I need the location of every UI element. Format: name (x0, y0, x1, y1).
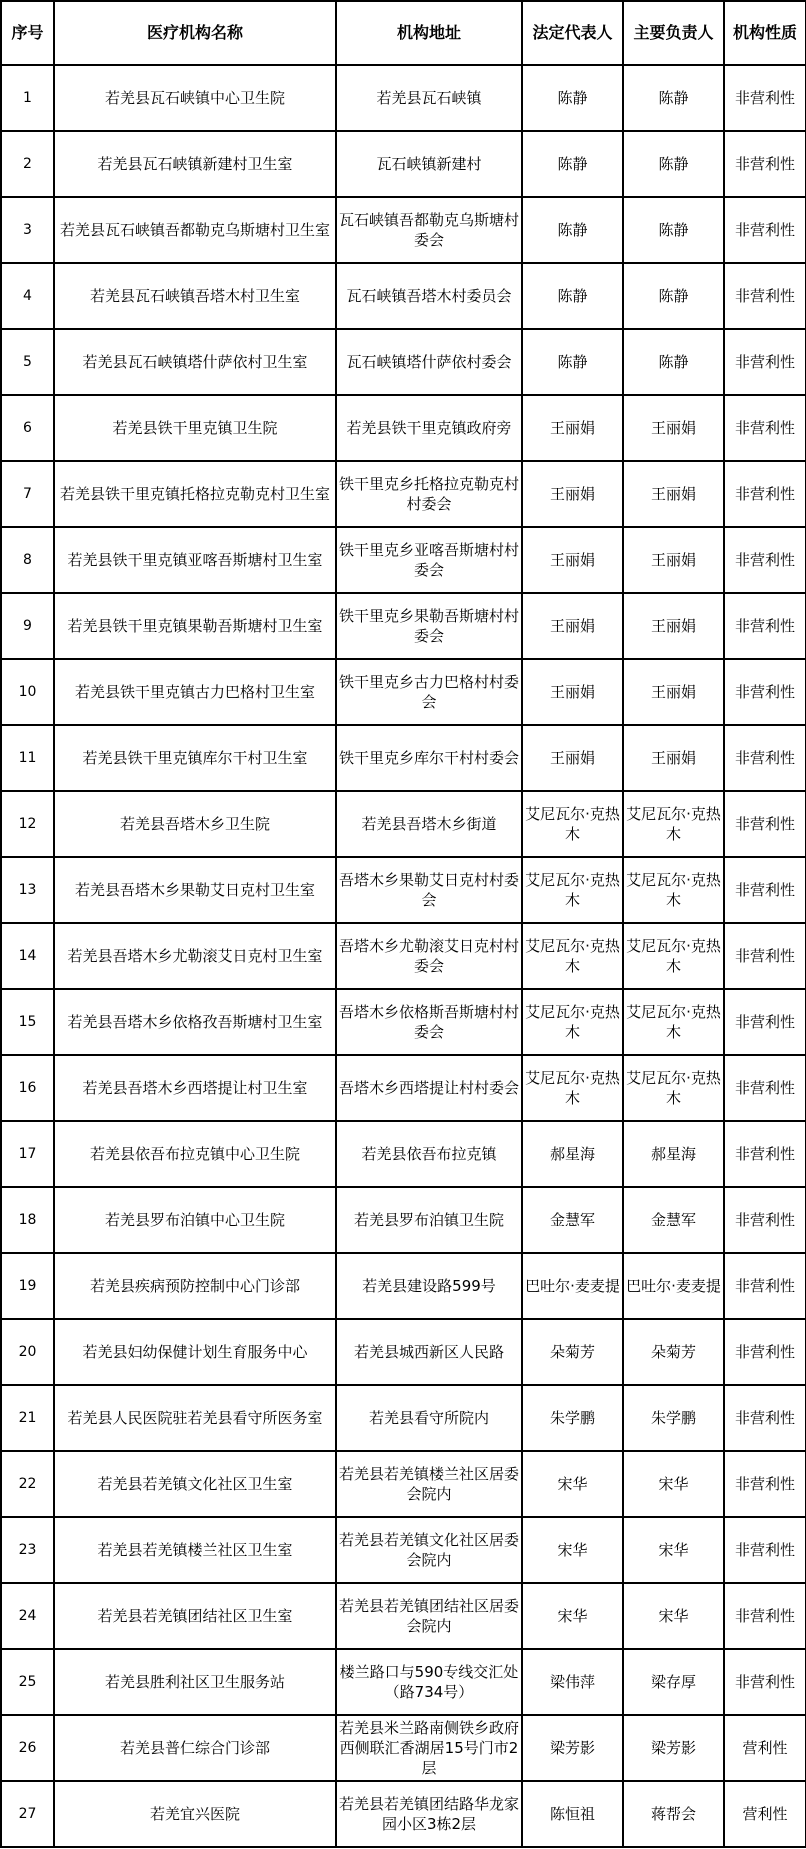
cell-principal: 陈静 (623, 329, 724, 395)
cell-index: 10 (1, 659, 54, 725)
cell-index: 25 (1, 1649, 54, 1715)
cell-legal-representative: 梁伟萍 (522, 1649, 623, 1715)
table-row (1, 1121, 806, 1187)
cell-nature: 非营利性 (724, 1385, 806, 1451)
cell-principal: 王丽娟 (623, 593, 724, 659)
cell-principal: 陈静 (623, 65, 724, 131)
cell-address: 瓦石峡镇吾塔木村委员会 (336, 263, 522, 329)
cell-address: 若羌县若羌镇团结路华龙家园小区3栋2层 (336, 1781, 522, 1847)
cell-index: 13 (1, 857, 54, 923)
cell-index: 4 (1, 263, 54, 329)
table-row (1, 1055, 806, 1121)
cell-principal: 王丽娟 (623, 725, 724, 791)
cell-address: 若羌县若羌镇楼兰社区居委会院内 (336, 1451, 522, 1517)
cell-institution-name: 若羌县若羌镇团结社区卫生室 (54, 1583, 336, 1649)
cell-nature: 营利性 (724, 1715, 806, 1781)
cell-legal-representative: 王丽娟 (522, 527, 623, 593)
cell-nature: 非营利性 (724, 263, 806, 329)
cell-principal: 梁存厚 (623, 1649, 724, 1715)
cell-institution-name: 若羌县吾塔木乡依格孜吾斯塘村卫生室 (54, 989, 336, 1055)
cell-principal: 王丽娟 (623, 659, 724, 725)
cell-principal: 艾尼瓦尔·克热木 (623, 1055, 724, 1121)
cell-index: 20 (1, 1319, 54, 1385)
table-body (1, 65, 806, 1847)
table-row (1, 1187, 806, 1253)
table-row (1, 1781, 806, 1847)
cell-legal-representative: 宋华 (522, 1517, 623, 1583)
cell-index: 16 (1, 1055, 54, 1121)
cell-principal: 王丽娟 (623, 527, 724, 593)
cell-index: 11 (1, 725, 54, 791)
cell-legal-representative: 巴吐尔·麦麦提 (522, 1253, 623, 1319)
cell-nature: 非营利性 (724, 791, 806, 857)
table-row (1, 1649, 806, 1715)
table-row (1, 1715, 806, 1781)
cell-institution-name: 若羌县吾塔木乡尤勒滚艾日克村卫生室 (54, 923, 336, 989)
cell-address: 若羌县吾塔木乡街道 (336, 791, 522, 857)
cell-legal-representative: 陈静 (522, 197, 623, 263)
cell-institution-name: 若羌县胜利社区卫生服务站 (54, 1649, 336, 1715)
cell-legal-representative: 艾尼瓦尔·克热木 (522, 791, 623, 857)
cell-address: 铁干里克乡古力巴格村村委会 (336, 659, 522, 725)
cell-institution-name: 若羌县疾病预防控制中心门诊部 (54, 1253, 336, 1319)
cell-index: 3 (1, 197, 54, 263)
cell-address: 铁干里克乡库尔干村村委会 (336, 725, 522, 791)
cell-principal: 蒋帮会 (623, 1781, 724, 1847)
cell-institution-name: 若羌县铁干里克镇托格拉克勒克村卫生室 (54, 461, 336, 527)
cell-principal: 艾尼瓦尔·克热木 (623, 857, 724, 923)
cell-institution-name: 若羌县铁干里克镇果勒吾斯塘村卫生室 (54, 593, 336, 659)
table-row (1, 395, 806, 461)
cell-institution-name: 若羌县瓦石峡镇吾都勒克乌斯塘村卫生室 (54, 197, 336, 263)
cell-index: 8 (1, 527, 54, 593)
cell-address: 楼兰路口与590专线交汇处（路734号） (336, 1649, 522, 1715)
cell-institution-name: 若羌县铁干里克镇库尔干村卫生室 (54, 725, 336, 791)
cell-legal-representative: 陈静 (522, 131, 623, 197)
cell-index: 6 (1, 395, 54, 461)
table-row (1, 527, 806, 593)
cell-legal-representative: 陈静 (522, 263, 623, 329)
cell-index: 26 (1, 1715, 54, 1781)
cell-principal: 王丽娟 (623, 395, 724, 461)
cell-index: 14 (1, 923, 54, 989)
table-row (1, 1385, 806, 1451)
cell-principal: 艾尼瓦尔·克热木 (623, 989, 724, 1055)
cell-principal: 陈静 (623, 197, 724, 263)
cell-address: 铁干里克乡托格拉克勒克村村委会 (336, 461, 522, 527)
cell-nature: 非营利性 (724, 329, 806, 395)
cell-nature: 非营利性 (724, 857, 806, 923)
cell-institution-name: 若羌县瓦石峡镇中心卫生院 (54, 65, 336, 131)
cell-nature: 非营利性 (724, 1253, 806, 1319)
table-row (1, 989, 806, 1055)
cell-institution-name: 若羌县铁干里克镇亚喀吾斯塘村卫生室 (54, 527, 336, 593)
cell-institution-name: 若羌县瓦石峡镇新建村卫生室 (54, 131, 336, 197)
cell-index: 5 (1, 329, 54, 395)
cell-institution-name: 若羌县吾塔木乡卫生院 (54, 791, 336, 857)
cell-nature: 非营利性 (724, 527, 806, 593)
cell-principal: 陈静 (623, 263, 724, 329)
cell-address: 铁干里克乡果勒吾斯塘村村委会 (336, 593, 522, 659)
table-row (1, 791, 806, 857)
table-row (1, 263, 806, 329)
cell-principal: 王丽娟 (623, 461, 724, 527)
cell-institution-name: 若羌宜兴医院 (54, 1781, 336, 1847)
table-row (1, 725, 806, 791)
table-row (1, 65, 806, 131)
cell-address: 若羌县建设路599号 (336, 1253, 522, 1319)
table-row (1, 1583, 806, 1649)
table-row (1, 923, 806, 989)
cell-principal: 朵菊芳 (623, 1319, 724, 1385)
cell-index: 2 (1, 131, 54, 197)
cell-legal-representative: 艾尼瓦尔·克热木 (522, 923, 623, 989)
table-header (1, 1, 806, 65)
cell-institution-name: 若羌县依吾布拉克镇中心卫生院 (54, 1121, 336, 1187)
cell-legal-representative: 王丽娟 (522, 461, 623, 527)
cell-address: 若羌县铁干里克镇政府旁 (336, 395, 522, 461)
table-row (1, 1253, 806, 1319)
cell-nature: 非营利性 (724, 989, 806, 1055)
cell-address: 若羌县瓦石峡镇 (336, 65, 522, 131)
cell-address: 若羌县城西新区人民路 (336, 1319, 522, 1385)
header-legal-representative: 法定代表人 (522, 1, 623, 65)
table-row (1, 857, 806, 923)
cell-index: 23 (1, 1517, 54, 1583)
cell-legal-representative: 王丽娟 (522, 659, 623, 725)
cell-index: 1 (1, 65, 54, 131)
table-row (1, 329, 806, 395)
cell-institution-name: 若羌县人民医院驻若羌县看守所医务室 (54, 1385, 336, 1451)
cell-nature: 非营利性 (724, 725, 806, 791)
cell-principal: 郝星海 (623, 1121, 724, 1187)
table-row (1, 1319, 806, 1385)
cell-legal-representative: 朱学鹏 (522, 1385, 623, 1451)
cell-legal-representative: 郝星海 (522, 1121, 623, 1187)
cell-legal-representative: 王丽娟 (522, 395, 623, 461)
cell-institution-name: 若羌县铁干里克镇古力巴格村卫生室 (54, 659, 336, 725)
cell-principal: 艾尼瓦尔·克热木 (623, 923, 724, 989)
header-principal: 主要负责人 (623, 1, 724, 65)
header-nature: 机构性质 (724, 1, 806, 65)
cell-address: 瓦石峡镇吾都勒克乌斯塘村委会 (336, 197, 522, 263)
cell-index: 24 (1, 1583, 54, 1649)
cell-principal: 梁芳影 (623, 1715, 724, 1781)
cell-address: 瓦石峡镇塔什萨依村委会 (336, 329, 522, 395)
cell-index: 15 (1, 989, 54, 1055)
cell-nature: 非营利性 (724, 65, 806, 131)
table-row (1, 1451, 806, 1517)
cell-address: 吾塔木乡依格斯吾斯塘村村委会 (336, 989, 522, 1055)
cell-nature: 非营利性 (724, 1451, 806, 1517)
cell-address: 吾塔木乡果勒艾日克村村委会 (336, 857, 522, 923)
cell-nature: 非营利性 (724, 1583, 806, 1649)
cell-principal: 艾尼瓦尔·克热木 (623, 791, 724, 857)
cell-index: 18 (1, 1187, 54, 1253)
cell-institution-name: 若羌县吾塔木乡西塔提让村卫生室 (54, 1055, 336, 1121)
cell-nature: 非营利性 (724, 1517, 806, 1583)
cell-institution-name: 若羌县妇幼保健计划生育服务中心 (54, 1319, 336, 1385)
cell-legal-representative: 王丽娟 (522, 593, 623, 659)
cell-nature: 非营利性 (724, 395, 806, 461)
cell-legal-representative: 艾尼瓦尔·克热木 (522, 1055, 623, 1121)
cell-index: 22 (1, 1451, 54, 1517)
cell-address: 瓦石峡镇新建村 (336, 131, 522, 197)
table-row (1, 131, 806, 197)
cell-institution-name: 若羌县普仁综合门诊部 (54, 1715, 336, 1781)
table-row (1, 197, 806, 263)
cell-institution-name: 若羌县吾塔木乡果勒艾日克村卫生室 (54, 857, 336, 923)
cell-principal: 金慧军 (623, 1187, 724, 1253)
cell-nature: 非营利性 (724, 593, 806, 659)
cell-legal-representative: 梁芳影 (522, 1715, 623, 1781)
cell-legal-representative: 宋华 (522, 1451, 623, 1517)
cell-address: 若羌县若羌镇团结社区居委会院内 (336, 1583, 522, 1649)
cell-nature: 非营利性 (724, 131, 806, 197)
cell-index: 7 (1, 461, 54, 527)
header-institution-name: 医疗机构名称 (54, 1, 336, 65)
cell-principal: 宋华 (623, 1583, 724, 1649)
cell-legal-representative: 陈静 (522, 329, 623, 395)
cell-legal-representative: 王丽娟 (522, 725, 623, 791)
cell-institution-name: 若羌县瓦石峡镇塔什萨依村卫生室 (54, 329, 336, 395)
cell-nature: 非营利性 (724, 197, 806, 263)
cell-institution-name: 若羌县若羌镇楼兰社区卫生室 (54, 1517, 336, 1583)
cell-address: 若羌县罗布泊镇卫生院 (336, 1187, 522, 1253)
cell-index: 19 (1, 1253, 54, 1319)
cell-principal: 朱学鹏 (623, 1385, 724, 1451)
cell-legal-representative: 朵菊芳 (522, 1319, 623, 1385)
cell-index: 12 (1, 791, 54, 857)
cell-index: 17 (1, 1121, 54, 1187)
cell-principal: 陈静 (623, 131, 724, 197)
cell-index: 21 (1, 1385, 54, 1451)
cell-nature: 非营利性 (724, 1121, 806, 1187)
table-row (1, 461, 806, 527)
cell-index: 27 (1, 1781, 54, 1847)
cell-nature: 非营利性 (724, 1055, 806, 1121)
cell-principal: 巴吐尔·麦麦提 (623, 1253, 724, 1319)
cell-nature: 非营利性 (724, 461, 806, 527)
table-row (1, 593, 806, 659)
cell-nature: 非营利性 (724, 1319, 806, 1385)
cell-address: 若羌县依吾布拉克镇 (336, 1121, 522, 1187)
cell-principal: 宋华 (623, 1451, 724, 1517)
cell-index: 9 (1, 593, 54, 659)
cell-legal-representative: 金慧军 (522, 1187, 623, 1253)
cell-address: 吾塔木乡西塔提让村村委会 (336, 1055, 522, 1121)
cell-institution-name: 若羌县罗布泊镇中心卫生院 (54, 1187, 336, 1253)
cell-nature: 营利性 (724, 1781, 806, 1847)
table-row (1, 659, 806, 725)
cell-nature: 非营利性 (724, 923, 806, 989)
header-address: 机构地址 (336, 1, 522, 65)
cell-legal-representative: 陈静 (522, 65, 623, 131)
cell-institution-name: 若羌县若羌镇文化社区卫生室 (54, 1451, 336, 1517)
cell-institution-name: 若羌县瓦石峡镇吾塔木村卫生室 (54, 263, 336, 329)
cell-address: 若羌县米兰路南侧铁乡政府西侧联汇香湖居15号门市2层 (336, 1715, 522, 1781)
cell-address: 若羌县看守所院内 (336, 1385, 522, 1451)
header-row (1, 1, 806, 65)
table-row (1, 1517, 806, 1583)
cell-legal-representative: 艾尼瓦尔·克热木 (522, 857, 623, 923)
cell-address: 吾塔木乡尤勒滚艾日克村村委会 (336, 923, 522, 989)
cell-address: 铁干里克乡亚喀吾斯塘村村委会 (336, 527, 522, 593)
cell-legal-representative: 陈恒祖 (522, 1781, 623, 1847)
cell-nature: 非营利性 (724, 1649, 806, 1715)
cell-nature: 非营利性 (724, 1187, 806, 1253)
header-index: 序号 (1, 1, 54, 65)
cell-legal-representative: 艾尼瓦尔·克热木 (522, 989, 623, 1055)
cell-address: 若羌县若羌镇文化社区居委会院内 (336, 1517, 522, 1583)
cell-nature: 非营利性 (724, 659, 806, 725)
cell-principal: 宋华 (623, 1517, 724, 1583)
cell-institution-name: 若羌县铁干里克镇卫生院 (54, 395, 336, 461)
cell-legal-representative: 宋华 (522, 1583, 623, 1649)
